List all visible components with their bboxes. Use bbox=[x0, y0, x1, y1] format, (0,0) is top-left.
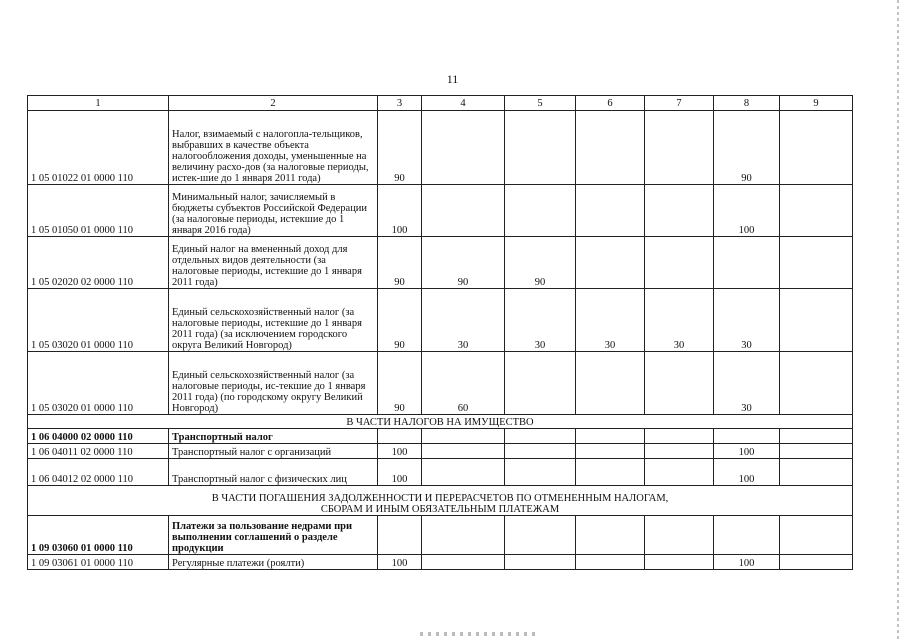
value-cell-col-8: 100 bbox=[714, 444, 780, 459]
column-header-8: 8 bbox=[714, 96, 780, 111]
value-cell-col-9 bbox=[780, 111, 853, 185]
value-cell-col-7 bbox=[645, 444, 714, 459]
value-cell-col-3: 90 bbox=[378, 111, 422, 185]
value-cell-col-5 bbox=[505, 111, 576, 185]
section-title-line: СБОРАМ И ИНЫМ ОБЯЗАТЕЛЬНЫМ ПЛАТЕЖАМ bbox=[320, 504, 560, 515]
column-header-2: 2 bbox=[169, 96, 378, 111]
budget-code-cell: 1 05 03020 01 0000 110 bbox=[28, 289, 169, 352]
value-cell-col-5 bbox=[505, 516, 576, 555]
value-cell-col-9 bbox=[780, 352, 853, 415]
budget-code-cell: 1 09 03061 01 0000 110 bbox=[28, 555, 169, 570]
value-cell-col-6: 30 bbox=[576, 289, 645, 352]
value-cell-col-3: 90 bbox=[378, 352, 422, 415]
table-row bbox=[28, 516, 853, 555]
revenue-name-cell: Налог, взимаемый с налогопла-тельщиков, выбравших в качестве объекта налогообложения доходы, уменьшенные на величину расхо-дов (за налоговые периоды, истек-шие до 1 января 2011 года) bbox=[169, 111, 378, 185]
value-cell-col-6 bbox=[576, 555, 645, 570]
budget-code-cell: 1 05 03020 01 0000 110 bbox=[28, 352, 169, 415]
value-cell-col-5 bbox=[505, 459, 576, 486]
value-cell-col-9 bbox=[780, 444, 853, 459]
value-cell-col-4 bbox=[422, 111, 505, 185]
value-cell-col-8: 30 bbox=[714, 289, 780, 352]
header-row bbox=[28, 96, 853, 111]
value-cell-col-8: 30 bbox=[714, 352, 780, 415]
budget-code-cell: 1 05 02020 02 0000 110 bbox=[28, 237, 169, 289]
column-header-7: 7 bbox=[645, 96, 714, 111]
value-cell-col-7 bbox=[645, 555, 714, 570]
section-title-line: В ЧАСТИ ПОГАШЕНИЯ ЗАДОЛЖЕННОСТИ И ПЕРЕРАСЧЕТОВ ПО ОТМЕНЕННЫМ НАЛОГАМ, bbox=[211, 493, 669, 504]
budget-code-cell: 1 06 04000 02 0000 110 bbox=[28, 429, 169, 444]
section-title-line: В ЧАСТИ НАЛОГОВ НА ИМУЩЕСТВО bbox=[346, 417, 534, 428]
column-header-9: 9 bbox=[780, 96, 853, 111]
budget-code-cell: 1 05 01050 01 0000 110 bbox=[28, 185, 169, 237]
value-cell-col-6 bbox=[576, 516, 645, 555]
value-cell-col-4: 90 bbox=[422, 237, 505, 289]
table-row bbox=[28, 429, 853, 444]
value-cell-col-3: 100 bbox=[378, 555, 422, 570]
value-cell-col-5 bbox=[505, 555, 576, 570]
value-cell-col-6 bbox=[576, 352, 645, 415]
section-header-row bbox=[28, 415, 853, 429]
value-cell-col-4 bbox=[422, 459, 505, 486]
budget-code-cell: 1 09 03060 01 0000 110 bbox=[28, 516, 169, 555]
budget-code-cell: 1 05 01022 01 0000 110 bbox=[28, 111, 169, 185]
value-cell-col-7 bbox=[645, 516, 714, 555]
page-number: 11 bbox=[446, 72, 459, 86]
scan-bottom-mark bbox=[420, 632, 540, 636]
value-cell-col-3: 90 bbox=[378, 289, 422, 352]
table-row bbox=[28, 444, 853, 459]
table-row bbox=[28, 352, 853, 415]
column-header-6: 6 bbox=[576, 96, 645, 111]
value-cell-col-3 bbox=[378, 516, 422, 555]
budget-code-cell: 1 06 04011 02 0000 110 bbox=[28, 444, 169, 459]
value-cell-col-3 bbox=[378, 429, 422, 444]
value-cell-col-4 bbox=[422, 429, 505, 444]
value-cell-col-4 bbox=[422, 555, 505, 570]
revenue-distribution-table bbox=[27, 95, 853, 570]
table-row bbox=[28, 237, 853, 289]
scan-edge-mark bbox=[897, 0, 899, 640]
revenue-name-cell: Платежи за пользование недрами при выполнении соглашений о разделе продукции bbox=[169, 516, 378, 555]
value-cell-col-5 bbox=[505, 352, 576, 415]
revenue-name-cell: Транспортный налог с организаций bbox=[169, 444, 378, 459]
value-cell-col-8: 100 bbox=[714, 555, 780, 570]
column-header-4: 4 bbox=[422, 96, 505, 111]
table-row bbox=[28, 459, 853, 486]
revenue-name-cell: Минимальный налог, зачисляемый в бюджеты субъектов Российской Федерации (за налоговые периоды, истекшие до 1 января 2016 года) bbox=[169, 185, 378, 237]
value-cell-col-4 bbox=[422, 185, 505, 237]
value-cell-col-7 bbox=[645, 237, 714, 289]
value-cell-col-9 bbox=[780, 185, 853, 237]
value-cell-col-5: 30 bbox=[505, 289, 576, 352]
revenue-name-cell: Единый сельскохозяйственный налог (за налоговые периоды, истекшие до 1 января 2011 года) (за исключением городского округа Великий Новгород) bbox=[169, 289, 378, 352]
value-cell-col-9 bbox=[780, 429, 853, 444]
value-cell-col-6 bbox=[576, 111, 645, 185]
value-cell-col-3: 100 bbox=[378, 185, 422, 237]
table-row bbox=[28, 289, 853, 352]
column-header-1: 1 bbox=[28, 96, 169, 111]
table-row bbox=[28, 555, 853, 570]
value-cell-col-9 bbox=[780, 459, 853, 486]
value-cell-col-4 bbox=[422, 444, 505, 459]
value-cell-col-4: 30 bbox=[422, 289, 505, 352]
value-cell-col-7 bbox=[645, 111, 714, 185]
value-cell-col-7 bbox=[645, 185, 714, 237]
section-header-row bbox=[28, 486, 853, 516]
value-cell-col-6 bbox=[576, 185, 645, 237]
revenue-name-cell: Транспортный налог с физических лиц bbox=[169, 459, 378, 486]
revenue-name-cell: Транспортный налог bbox=[169, 429, 378, 444]
value-cell-col-4 bbox=[422, 516, 505, 555]
value-cell-col-9 bbox=[780, 237, 853, 289]
revenue-name-cell: Единый налог на вмененный доход для отдельных видов деятельности (за налоговые периоды, истекшие до 1 января 2011 года) bbox=[169, 237, 378, 289]
value-cell-col-7 bbox=[645, 429, 714, 444]
value-cell-col-6 bbox=[576, 444, 645, 459]
value-cell-col-4: 60 bbox=[422, 352, 505, 415]
value-cell-col-5 bbox=[505, 185, 576, 237]
value-cell-col-7 bbox=[645, 459, 714, 486]
value-cell-col-3: 100 bbox=[378, 459, 422, 486]
value-cell-col-9 bbox=[780, 555, 853, 570]
value-cell-col-8 bbox=[714, 516, 780, 555]
value-cell-col-3: 90 bbox=[378, 237, 422, 289]
value-cell-col-5 bbox=[505, 429, 576, 444]
value-cell-col-7 bbox=[645, 352, 714, 415]
section-title bbox=[28, 415, 853, 429]
table-row bbox=[28, 111, 853, 185]
value-cell-col-6 bbox=[576, 237, 645, 289]
value-cell-col-8: 90 bbox=[714, 111, 780, 185]
budget-code-cell: 1 06 04012 02 0000 110 bbox=[28, 459, 169, 486]
value-cell-col-5 bbox=[505, 444, 576, 459]
table-row bbox=[28, 185, 853, 237]
value-cell-col-8 bbox=[714, 237, 780, 289]
value-cell-col-6 bbox=[576, 459, 645, 486]
value-cell-col-9 bbox=[780, 289, 853, 352]
value-cell-col-8 bbox=[714, 429, 780, 444]
column-header-5: 5 bbox=[505, 96, 576, 111]
value-cell-col-9 bbox=[780, 516, 853, 555]
value-cell-col-5: 90 bbox=[505, 237, 576, 289]
value-cell-col-6 bbox=[576, 429, 645, 444]
value-cell-col-7: 30 bbox=[645, 289, 714, 352]
value-cell-col-8: 100 bbox=[714, 459, 780, 486]
revenue-name-cell: Регулярные платежи (роялти) bbox=[169, 555, 378, 570]
value-cell-col-8: 100 bbox=[714, 185, 780, 237]
section-title bbox=[28, 486, 853, 516]
value-cell-col-3: 100 bbox=[378, 444, 422, 459]
column-header-3: 3 bbox=[378, 96, 422, 111]
revenue-name-cell: Единый сельскохозяйственный налог (за налоговые периоды, ис-текшие до 1 января 2011 года) (по городскому округу Великий Новгород) bbox=[169, 352, 378, 415]
